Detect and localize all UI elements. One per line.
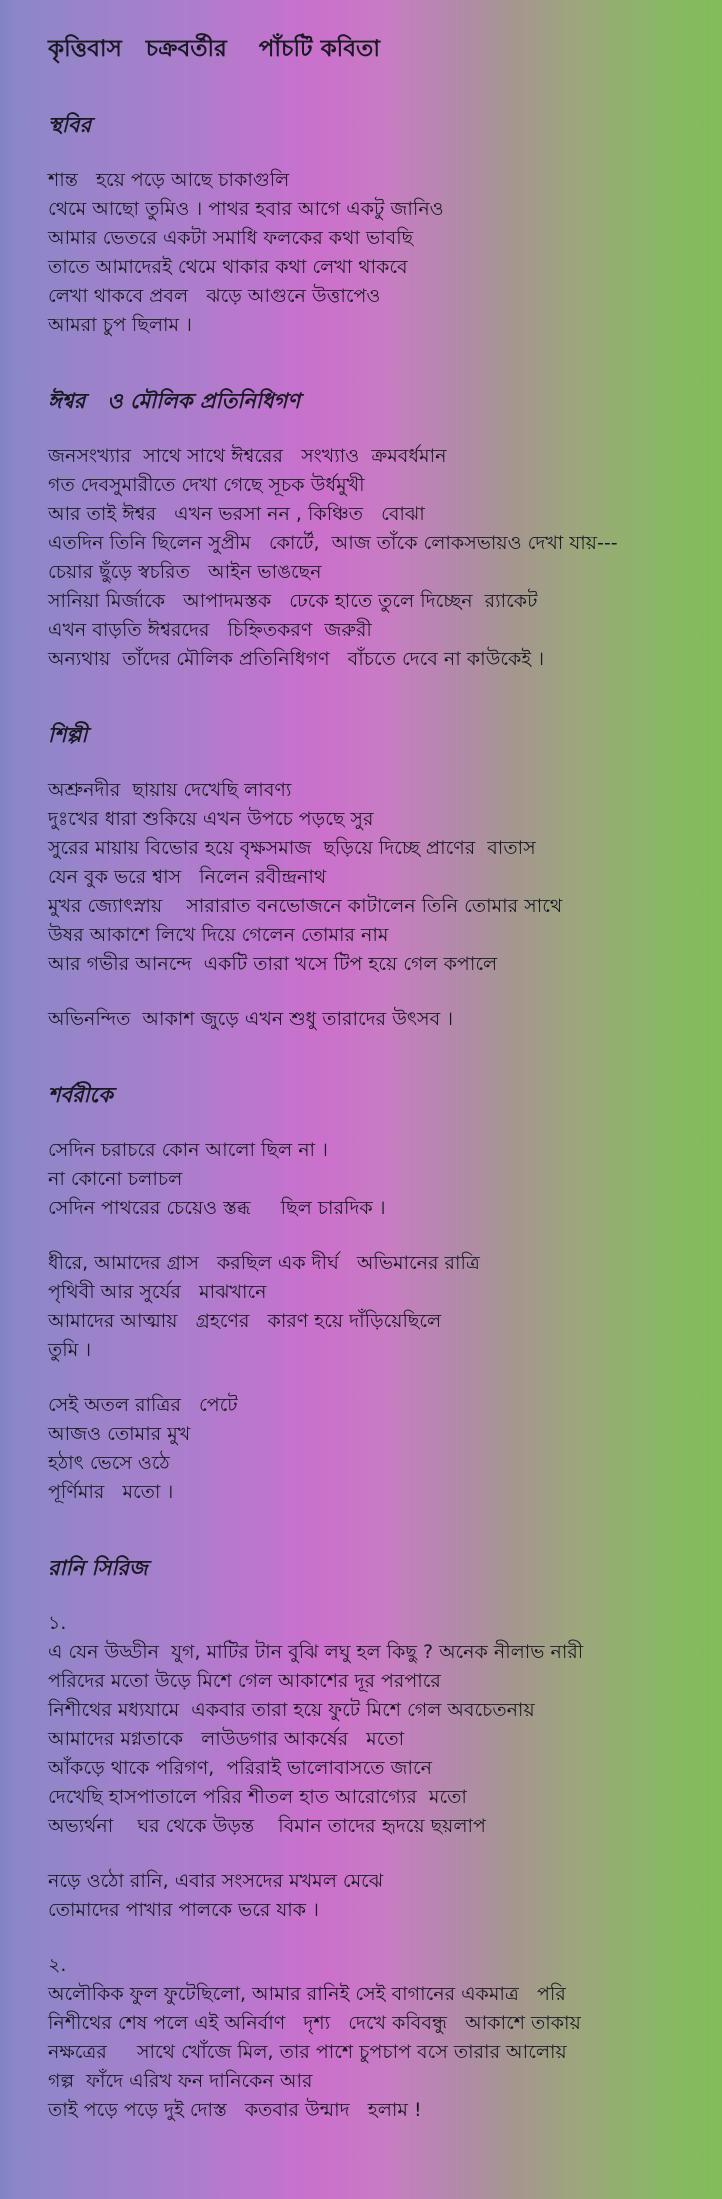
poem-line: না কোনো চলাচল	[48, 1168, 183, 1190]
poem-line: ১.	[48, 1612, 67, 1634]
poem-heading: শর্বরীকে	[48, 1083, 113, 1107]
poem-line: এ যেন উড্ডীন যুগ, মাটির টান বুঝি লঘু হল কিছু ? অনেক নীলাভ নারী	[48, 1641, 584, 1663]
poem-heading: রানি সিরিজ	[48, 1556, 148, 1580]
poem-line: আজও তোমার মুখ	[48, 1423, 191, 1445]
poem-heading: ঈশ্বর ও মৌলিক প্রতিনিধিগণ	[48, 389, 301, 413]
stanza	[48, 1609, 692, 1841]
stanza	[48, 1249, 692, 1365]
poem-line: ২.	[48, 1954, 67, 1976]
poem-line: দেখেছি হাসপাতালে পরির শীতল হাত আরোগ্যের মতো	[48, 1786, 467, 1808]
poem-line: তোমাদের পাখার পালকে ভরে যাক ।	[48, 1899, 319, 1921]
poem-line: উষর আকাশে লিখে দিয়ে গেলেন তোমার নাম	[48, 924, 389, 946]
poem-line: হঠাৎ ভেসে ওঠে	[48, 1452, 170, 1474]
poem-line: থেমে আছো তুমিও । পাথর হবার আগে একটু জানিও	[48, 198, 444, 220]
poem-line: তাতে আমাদেরই থেমে থাকার কথা লেখা থাকবে	[48, 256, 408, 278]
stanza	[48, 1136, 692, 1223]
poem-line: তুমি ।	[48, 1339, 92, 1361]
poem-line: আমাদের আত্মায় গ্রহণের কারণ হয়ে দাঁড়িয়েছিলে	[48, 1310, 442, 1332]
poem-line: অশ্রুনদীর ছায়ায় দেখেছি লাবণ্য	[48, 779, 292, 801]
stanza	[48, 776, 692, 979]
poem-line: সেদিন চরাচরে কোন আলো ছিল না ।	[48, 1139, 328, 1161]
poem-line: আর গভীর আনন্দে একটি তারা খসে টিপ হয়ে গেল কপালে	[48, 953, 498, 975]
poem-line: আমরা চুপ ছিলাম ।	[48, 314, 192, 336]
poem-line: আঁকড়ে থাকে পরিগণ, পরিরাই ভালোবাসতে জানে	[48, 1757, 433, 1779]
poem-line: গত দেবসুমারীতে দেখা গেছে সূচক উর্ধমুখী	[48, 474, 365, 496]
stanza	[48, 1951, 692, 2125]
poem-section	[48, 1080, 692, 1507]
poem-section	[48, 386, 692, 674]
poem-line: এখন বাড়তি ঈশ্বরদের চিহ্নিতকরণ জরুরী	[48, 619, 372, 641]
poem-line: ধীরে, আমাদের গ্রাস করছিল এক দীর্ঘ অভিমানের রাত্রি	[48, 1252, 480, 1274]
stanza	[48, 166, 692, 340]
poem-line: আর তাই ঈশ্বর এখন ভরসা নন , কিঞ্চিত বোঝা	[48, 503, 425, 525]
poem-line: নিশীথের শেষ পলে এই অনির্বাণ দৃশ্য দেখে কবিবন্ধু আকাশে তাকায়	[48, 2012, 581, 2034]
poem-line: শান্ত হয়ে পড়ে আছে চাকাগুলি	[48, 169, 290, 191]
poem-line: নড়ে ওঠো রানি, এবার সংসদের মখমল মেঝে	[48, 1870, 384, 1892]
poem-line: সেই অতল রাত্রির পেটে	[48, 1394, 238, 1416]
poem-line: মুখর জ্যোৎস্নায় সারারাত বনভোজনে কাটালেন তিনি তোমার সাথে	[48, 895, 563, 917]
poem-line: আমাদের মগ্নতাকে লাউডগার আকর্ষের মতো	[48, 1728, 405, 1750]
poem-line: পরিদের মতো উড়ে মিশে গেল আকাশের দূর পরপারে	[48, 1670, 441, 1692]
poem-section	[48, 1553, 692, 2125]
stanza	[48, 1867, 692, 1925]
poems-container	[48, 110, 692, 2125]
poem-line: আমার ভেতরে একটা সমাধি ফলকের কথা ভাবছি	[48, 227, 414, 249]
stanza	[48, 1005, 692, 1034]
poem-line: চেয়ার ছুঁড়ে স্বচরিত আইন ভাঙছেন	[48, 561, 322, 583]
poem-line: সুরের মায়ায় বিভোর হয়ে বৃক্ষসমাজ ছড়িয়ে দিচ্ছে প্রাণের বাতাস	[48, 837, 536, 859]
stanza	[48, 442, 692, 674]
poem-line: দুঃখের ধারা শুকিয়ে এখন উপচে পড়ছে সুর	[48, 808, 374, 830]
poem-line: পূর্ণিমার মতো ।	[48, 1481, 174, 1503]
poem-line: গল্প ফাঁদে এরিখ ফন দানিকেন আর	[48, 2070, 313, 2092]
poem-line: যেন বুক ভরে শ্বাস নিলেন রবীন্দ্রনাথ	[48, 866, 327, 888]
poem-line: নিশীথের মধ্যযামে একবার তারা হয়ে ফুটে মিশে গেল অবচেতনায়	[48, 1699, 535, 1721]
poem-line: অভ্যর্থনা ঘর থেকে উড়ন্ত বিমান তাদের হৃদয়ে ছয়লাপ	[48, 1815, 486, 1837]
poem-line: পৃথিবী আর সুর্যের মাঝখানে	[48, 1281, 267, 1303]
poem-line: অন্যথায় তাঁদের মৌলিক প্রতিনিধিগণ বাঁচতে দেবে না কাউকেই ।	[48, 648, 545, 670]
poem-heading: শিল্পী	[48, 723, 88, 747]
poem-heading: স্থবির	[48, 113, 92, 137]
poem-section	[48, 720, 692, 1034]
poem-line: সেদিন পাথরের চেয়েও স্তব্ধ ছিল চারদিক ।	[48, 1197, 386, 1219]
page-title: কৃত্তিবাস চক্রবর্তীর পাঁচটি কবিতা	[48, 36, 380, 62]
poem-line: অলৌকিক ফুল ফুটেছিলো, আমার রানিই সেই বাগানের একমাত্র পরি	[48, 1983, 566, 2005]
poem-line: নক্ষত্রের সাথে খোঁজে মিল, তার পাশে চুপচাপ বসে তারার আলোয়	[48, 2041, 567, 2063]
poem-line: তাই পড়ে পড়ে দুই দোস্ত কতবার উন্মাদ হলাম !	[48, 2099, 422, 2121]
poem-line: জনসংখ্যার সাথে সাথে ঈশ্বরের সংখ্যাও ক্রমবর্ধমান	[48, 445, 447, 467]
stanza	[48, 1391, 692, 1507]
poem-line: এতদিন তিনি ছিলেন সুপ্রীম কোর্টে, আজ তাঁকে লোকসভায়ও দেখা যায়---	[48, 532, 618, 554]
poem-line: সানিয়া মির্জাকে আপাদমস্তক ঢেকে হাতে তুলে দিচ্ছেন র‍্যাকেট	[48, 590, 538, 612]
poem-line: লেখা থাকবে প্রবল ঝড়ে আগুনে উত্তাপেও	[48, 285, 381, 307]
poem-line: অভিনন্দিত আকাশ জুড়ে এখন শুধু তারাদের উৎসব ।	[48, 1008, 453, 1030]
poem-section	[48, 110, 692, 340]
